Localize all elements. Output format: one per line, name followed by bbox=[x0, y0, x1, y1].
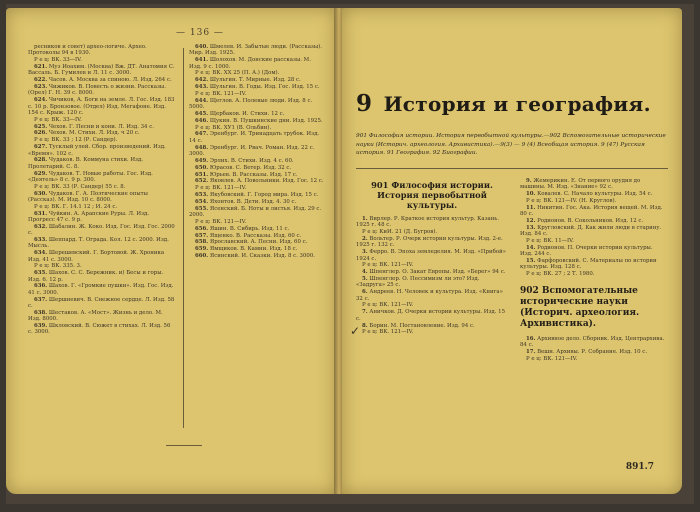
entry-number: 636. bbox=[34, 283, 48, 290]
bibliography-entry bbox=[189, 192, 325, 198]
entry-number: 660. bbox=[195, 253, 209, 260]
entry-number: 1. bbox=[362, 216, 368, 222]
entry-text: Чудаков. Г. А. Поэтические опыты (Рассказ). М. Изд. 10 с. 8000. bbox=[28, 190, 148, 203]
entry-text: Эрлих. В. Стихи. Изд. 4 с. 60. bbox=[209, 157, 294, 164]
entry-text: Аничков. Д. Очерки истории культуры. Изд. 15 с. bbox=[356, 309, 506, 322]
entry-text: Никитин. Гос. Ака. История вещей. М. Изд. 80 с. bbox=[520, 204, 663, 218]
bibliography-entry bbox=[189, 239, 325, 245]
entry-text: Шерешевский. Г. Бортовой. Ж. Хроника Изд. 41 с. 3000. bbox=[28, 250, 165, 263]
entry-text: Яковлев. А. Повольники. Изд. Гос. 12 с. bbox=[209, 178, 324, 185]
entry-text: Р е ц: ВК. 33—IV. bbox=[34, 57, 82, 64]
entry-text: Ферро. В. Эпоха земледелия. М. Изд. «Прибой» 1924 с. bbox=[356, 249, 506, 262]
entry-number: 4. bbox=[362, 269, 368, 276]
entry-text: Чудаков. Т. Новые работы. Гос. Изд. «Деятель» 8 с. 9 р. 300. bbox=[28, 170, 153, 183]
section-902-title: 902 Вспомогательные исторические науки (Историч. археология. Архивистика). bbox=[520, 285, 640, 329]
entry-text: Эренбург. И. Рвач. Роман. Изд. 22 с. 3000. bbox=[189, 144, 315, 157]
entry-text: Юрьев. В. Рассказы. Изд. 17 с. bbox=[209, 171, 298, 178]
entry-number: 652. bbox=[195, 178, 209, 185]
bibliography-entry bbox=[520, 356, 666, 362]
entry-number: 7. bbox=[362, 309, 368, 316]
entry-number: 10. bbox=[526, 191, 536, 198]
entry-text: Р е ц: ВК. 33—IV. bbox=[34, 116, 82, 123]
bibliography-entry bbox=[189, 145, 325, 158]
entry-text: Шахов. Г. «Громкие пушки». Изд. Гос. Изд. 41 с. 3000. bbox=[28, 283, 174, 296]
bibliography-entry bbox=[28, 250, 176, 263]
entry-text: Р е ц: ВК. 121—IV. bbox=[195, 218, 247, 225]
entry-text: Юрасов. С. Ветер. Изд. 32 с. bbox=[209, 164, 292, 171]
bibliography-entry bbox=[520, 271, 666, 277]
entry-text: Р е ц: ВК. Г. 14.1 12 ; И. 24 с. bbox=[34, 203, 118, 210]
entry-text: Чудаков. В. Коммуна стихи. Изд. Пролетарий. С. 8. bbox=[28, 157, 144, 170]
bibliography-entry bbox=[520, 218, 666, 224]
bibliography-entry bbox=[356, 269, 508, 275]
entry-text: Чижиков. В. Повесть о жизни. Рассказы. (Орел) Г. Н. 39 с. 8000. bbox=[28, 84, 166, 97]
bibliography-entry bbox=[189, 199, 325, 205]
entry-text: Эренбург. И. Тринадцать трубок. Изд. 14 с. bbox=[189, 131, 320, 144]
entry-number: 654. bbox=[195, 198, 209, 205]
bibliography-entry bbox=[189, 84, 325, 90]
bibliography-entry bbox=[520, 225, 666, 238]
bibliography-entry bbox=[28, 84, 176, 97]
bibliography-entry bbox=[28, 237, 176, 250]
entry-text: Р е ц: ВК. 121—IV. bbox=[362, 302, 414, 309]
entry-number: 645. bbox=[195, 110, 209, 117]
bibliography-entry bbox=[356, 249, 508, 262]
entry-text: Ковалев. С. Начало культуры. Изд. 54 с. bbox=[537, 191, 653, 198]
bibliography-entry bbox=[189, 172, 325, 178]
entry-number: 646. bbox=[195, 117, 209, 124]
bibliography-entry bbox=[28, 270, 176, 283]
entry-text: Яшин. В. Сибирь. Изд. 11 с. bbox=[209, 225, 290, 232]
entry-text: Вирлер. Р. Краткое история культур. Казань. 1925 г. 48 с. bbox=[356, 216, 499, 229]
entry-number: 8. bbox=[362, 322, 368, 329]
bibliography-entry bbox=[356, 216, 508, 229]
bibliography-entry bbox=[28, 191, 176, 204]
entry-number: 657. bbox=[195, 232, 209, 239]
page-number-top: — 136 — bbox=[176, 28, 224, 38]
end-rule bbox=[166, 445, 202, 446]
entry-number: 639. bbox=[34, 322, 48, 329]
bibliography-entry bbox=[28, 44, 176, 57]
entry-number: 632. bbox=[34, 223, 48, 230]
bibliography-entry bbox=[520, 178, 666, 191]
entry-number: 628. bbox=[34, 157, 48, 164]
entry-number: 638. bbox=[34, 309, 48, 316]
entry-text: Тусклый улей. Сбор. произведений. Изд. «Время». 102 с. bbox=[28, 144, 166, 157]
bibliography-entry bbox=[189, 44, 325, 57]
entry-number: 9. bbox=[526, 178, 532, 184]
bibliography-entry bbox=[189, 178, 325, 184]
bibliography-entry bbox=[189, 118, 325, 124]
entry-number: 655. bbox=[195, 205, 209, 212]
entry-text: Чуйкин. А. Арапские Руры. Л. Изд. Прогресс 47 с. 9 р. bbox=[28, 210, 150, 223]
entry-number: 627. bbox=[34, 144, 48, 151]
bibliography-entry bbox=[356, 276, 508, 289]
entry-number: 16. bbox=[526, 335, 536, 342]
entry-number: 631. bbox=[34, 210, 48, 217]
bibliography-entry bbox=[356, 229, 508, 235]
bibliography-entry bbox=[189, 206, 325, 219]
entry-text: Шмелев. И. Забытые люди. (Рассказы). Мир. Изд. 1925. bbox=[189, 44, 322, 57]
bibliography-entry bbox=[189, 57, 325, 70]
chapter-title: История и география. bbox=[383, 92, 651, 116]
bibliography-entry bbox=[189, 246, 325, 252]
bibliography-entry bbox=[356, 262, 508, 268]
entry-number: 633. bbox=[34, 236, 48, 243]
entry-text: Щукин. В. Пушкинские дни. Изд. 1925. bbox=[209, 117, 323, 124]
entry-text: Р е ц: ВК. 121—IV. bbox=[362, 262, 414, 269]
entry-text: Ясинский. И. Сказки. Изд. 8 с. 3000. bbox=[209, 253, 315, 260]
bibliography-entry bbox=[28, 224, 176, 237]
entry-text: Р е ц: КиИ. 21 (Д. Бугров). bbox=[362, 229, 438, 236]
entry-text: Якубовский. Г. Город мира. Изд. 15 с. bbox=[209, 192, 319, 199]
bibliography-entry bbox=[28, 323, 176, 336]
bibliography-entry bbox=[189, 165, 325, 171]
bibliography-entry bbox=[28, 171, 176, 184]
bibliography-entry bbox=[189, 70, 325, 76]
entry-text: Шпенглер. О. Пессимизм ли это? Изд. «Задруга» 25 с. bbox=[356, 276, 480, 289]
bibliography-entry bbox=[189, 226, 325, 232]
entry-text: Ямщиков. В. Камни. Изд. 18 с. bbox=[209, 246, 298, 253]
entry-number: 624. bbox=[34, 97, 48, 104]
entry-text: Шестаков. А. «Мост». Жизнь и дело. М. Изд. 8000. bbox=[28, 309, 163, 323]
entry-number: 650. bbox=[195, 164, 209, 171]
entry-text: Р е ц: ВК. 33 ; 12 (Р. Сандер). bbox=[34, 137, 118, 144]
entry-text: Р е ц: ВК. ХУ1 (В. Ольбин). bbox=[195, 124, 272, 131]
bibliography-entry bbox=[189, 219, 325, 225]
bibliography-entry bbox=[356, 302, 508, 308]
entry-text: Щеглов. А. Полевые люди. Изд. 8 с. 5000. bbox=[189, 97, 313, 111]
entry-text: Р е ц: ВК. 335. 3. bbox=[34, 263, 82, 270]
entry-text: Чехов. Г. Песни и кони. Л. Изд. 34 с. bbox=[48, 123, 154, 130]
entry-text: Чехов. М. Стихи. Л. Изд. ч 20 с. bbox=[48, 130, 140, 137]
entry-text: Р е ц: ВК. 121—IV. bbox=[362, 329, 414, 336]
entry-text: Шпенглер. О. Закат Европы. Изд. «Берег» 94 с. bbox=[369, 269, 506, 276]
bibliography-entry bbox=[189, 185, 325, 191]
right-column-1 bbox=[356, 178, 508, 336]
entry-number: 648. bbox=[195, 144, 209, 151]
entry-text: Шкловский. В. Сюжет в стихах. Л. Изд. 56 с. 3000. bbox=[28, 322, 171, 336]
left-column-1 bbox=[28, 44, 176, 336]
bibliography-entry bbox=[520, 349, 666, 355]
entry-text: Р е ц: ВК. 121—IV. bbox=[526, 355, 578, 362]
bibliography-entry bbox=[28, 57, 176, 63]
entry-number: 642. bbox=[195, 77, 209, 84]
entry-text: Архивное дело. Сборник. Изд. Центрархива. 84 с. bbox=[520, 335, 665, 348]
bibliography-entry bbox=[28, 117, 176, 123]
bibliography-entry bbox=[28, 283, 176, 296]
entry-number: 637. bbox=[34, 296, 48, 303]
entry-number: 629. bbox=[34, 170, 48, 177]
bibliography-entry bbox=[189, 233, 325, 239]
bibliography-entry bbox=[356, 329, 508, 335]
bibliography-entry bbox=[189, 111, 325, 117]
entry-text: Яхонтов. В. Дети. Изд. 4. 30 с. bbox=[209, 198, 297, 205]
bibliography-entry bbox=[520, 191, 666, 197]
entry-text: Фарфоровский. С. Материалы по истории культуры. Изд. 128 с. bbox=[520, 258, 657, 271]
bibliography-entry bbox=[28, 157, 176, 170]
entry-text: Шеппард. Т. Ограда. Кол. 12 с. 2000. Изд. Мысль. bbox=[28, 236, 169, 250]
entry-number: 630. bbox=[34, 190, 48, 197]
bibliography-entry bbox=[28, 77, 176, 83]
bibliography-entry bbox=[520, 336, 666, 349]
bibliography-entry bbox=[189, 98, 325, 111]
entry-number: 656. bbox=[195, 225, 209, 232]
bibliography-entry bbox=[28, 204, 176, 210]
entry-number: 3. bbox=[362, 249, 368, 256]
entry-text: Р е ц: ВК. 121—IV. bbox=[195, 185, 247, 192]
entry-text: Р е ц: ВК. 27 ; 2 Т. 1980. bbox=[526, 271, 595, 278]
entry-number: 634. bbox=[34, 250, 48, 257]
bibliography-entry bbox=[28, 297, 176, 310]
entry-text: Часов. А. Москва за спиною. Л. Изд. 264 с. bbox=[48, 77, 172, 84]
entry-number: 635. bbox=[34, 270, 48, 277]
bibliography-entry bbox=[189, 253, 325, 259]
entry-text: Шолохов. М. Донские рассказы. М. Изд. 9 с. 1000. bbox=[189, 57, 311, 70]
bibliography-entry bbox=[28, 137, 176, 143]
entry-text: Шахов. С. С. Бережник. и) Бесы и горы. Изд. 6. 12 р. bbox=[28, 270, 164, 283]
entry-number: 15. bbox=[526, 258, 536, 265]
entry-number: 659. bbox=[195, 246, 209, 253]
bibliography-entry bbox=[189, 77, 325, 83]
entry-text: Родионов. П. Очерки истории культуры. Изд. 244 с. bbox=[520, 244, 653, 258]
entry-text: Р е ц: ВК. 121—IV. (Н. Круглов). bbox=[526, 198, 617, 205]
bibliography-entry bbox=[28, 124, 176, 130]
bibliography-entry bbox=[356, 323, 508, 329]
entry-text: Ясенский. Б. Ноты и листья. Изд. 29 с. 2000. bbox=[189, 205, 322, 219]
entry-number: 651. bbox=[195, 171, 209, 178]
entry-text: Муз Иоахим. (Москва) Вж. ДТ. Анатомия С. Вассаль. Б. Гумилев и Л. 11 с. 3000. bbox=[28, 64, 175, 77]
entry-number: 640. bbox=[195, 44, 209, 50]
entry-text: Шульгин. Т. Мирные. Изд. 28 с. bbox=[209, 77, 301, 84]
entry-text: Андреев. Н. Человек и культура. Изд. «Книга» 32 с. bbox=[356, 289, 503, 302]
entry-text: Р е ц: ВК. 11—IV. bbox=[526, 238, 574, 245]
bibliography-entry bbox=[520, 258, 666, 271]
bibliography-entry bbox=[28, 310, 176, 323]
entry-text: Вольтер. Р. Очерк истории культуры. Изд. 2-е. 1925 г. 132 с. bbox=[356, 236, 503, 249]
entry-text: ресников и совет) архео-логиче. Архео. Протоколы 94 в 1930. bbox=[28, 44, 147, 57]
entry-number: 5. bbox=[362, 276, 368, 283]
entry-number: 2. bbox=[362, 236, 368, 243]
bibliography-entry bbox=[28, 130, 176, 136]
bibliography-entry bbox=[520, 205, 666, 218]
entry-text: Р е ц: ВК. 121—IV. bbox=[195, 90, 247, 97]
bibliography-entry bbox=[28, 211, 176, 224]
entry-text: Щербаков. И. Стихи. 12 с. bbox=[209, 110, 285, 117]
bibliography-entry bbox=[520, 238, 666, 244]
entry-text: Шершневич. В. Снежное сердце. Л. Изд. 58 с. bbox=[28, 296, 175, 309]
bibliography-entry bbox=[356, 289, 508, 302]
chapter-heading bbox=[356, 90, 674, 117]
entry-text: Ященко. В. Рассказы. Изд. 60 с. bbox=[209, 232, 302, 239]
entry-text: Ярославский. А. Песни. Изд. 60 с. bbox=[209, 239, 308, 246]
chapter-summary: 901 Философия истории. История первобытной культуры.—902 Вспомогательные исторические науки (Историч. археология. Архивистика).—9(3) — 9 (4) Всеобщая история. 9 (47) Русская история. 91 География. 92 Биографии. bbox=[356, 133, 666, 156]
entry-number: 643. bbox=[195, 84, 209, 91]
right-page bbox=[342, 8, 682, 494]
entry-number: 658. bbox=[195, 239, 209, 246]
entry-text: Родионов. В. Сокольников. Изд. 12 с. bbox=[537, 218, 644, 225]
entry-number: 11. bbox=[526, 204, 536, 211]
entry-number: 14. bbox=[526, 244, 536, 251]
bibliography-entry bbox=[28, 263, 176, 269]
entry-number: 13. bbox=[526, 224, 536, 231]
entry-number: 625. bbox=[34, 123, 48, 130]
entry-number: 641. bbox=[195, 57, 209, 64]
section-901-title: 901 Философия истории. История первобытной культуры. bbox=[371, 180, 493, 210]
bibliography-entry bbox=[28, 64, 176, 77]
bibliography-entry bbox=[28, 144, 176, 157]
entry-text: Р е ц: ВК. 33 (Р. Сандер) 55 с. 8. bbox=[34, 183, 126, 190]
entry-number: 12. bbox=[526, 218, 536, 225]
summary-rule bbox=[356, 168, 668, 169]
entry-number: 644. bbox=[195, 97, 209, 104]
entry-text: Шабалин. Ж. Коко. Изд. Гос. Изд. Гос. 2000 с. bbox=[28, 223, 175, 237]
entry-text: Чичиков, А. Боги на земле. Л. Гос. Изд. 183 с. 10 р. Бронзовое. (Отдел) Изд. Мегафоне. Изд. 154 с. Крыж. 120 с. bbox=[28, 97, 175, 116]
right-column-2 bbox=[520, 178, 666, 363]
bibliography-entry bbox=[189, 131, 325, 144]
pencil-checkmark: ✓ bbox=[350, 324, 361, 338]
column-divider bbox=[183, 48, 184, 428]
entry-text: Р е ц: ВК. ХХ 25 (П. А.) (Дом). bbox=[195, 70, 280, 77]
entry-number: 653. bbox=[195, 192, 209, 199]
entry-number: 6. bbox=[362, 289, 368, 296]
entry-text: Жемерикин. Е. От первого орудия до машины. М. Изд. «Знание» 92 с. bbox=[520, 178, 641, 191]
entry-text: Вешн. Архивы. Р. Собрание. Изд. 10 с. bbox=[537, 348, 648, 355]
left-column-2 bbox=[189, 44, 325, 260]
entry-number: 647. bbox=[195, 131, 209, 138]
entry-number: 622. bbox=[34, 77, 48, 84]
bibliography-entry bbox=[28, 97, 176, 116]
entry-number: 621. bbox=[34, 64, 48, 71]
bibliography-entry bbox=[356, 309, 508, 322]
entry-number: 649. bbox=[195, 157, 209, 164]
bibliography-entry bbox=[356, 236, 508, 249]
entry-number: 626. bbox=[34, 130, 48, 137]
page-number-bottom: 891.7 bbox=[625, 462, 654, 472]
left-page bbox=[6, 8, 336, 494]
entry-text: Шульгин. В. Годы. Изд. Гос. Изд. 15 с. bbox=[209, 84, 320, 91]
bibliography-entry bbox=[520, 198, 666, 204]
bibliography-entry bbox=[189, 158, 325, 164]
entry-text: Борин. М. Постановление. Изд. 94 с. bbox=[369, 322, 475, 329]
entry-number: 623. bbox=[34, 84, 48, 91]
chapter-number: 9 bbox=[356, 90, 373, 117]
bibliography-entry bbox=[28, 184, 176, 190]
entry-text: Кругловский. Д. Как жили люди в старину. Изд. 84 с. bbox=[520, 224, 662, 238]
entry-number: 17. bbox=[526, 348, 536, 355]
bibliography-entry bbox=[520, 245, 666, 258]
bibliography-entry bbox=[189, 91, 325, 97]
